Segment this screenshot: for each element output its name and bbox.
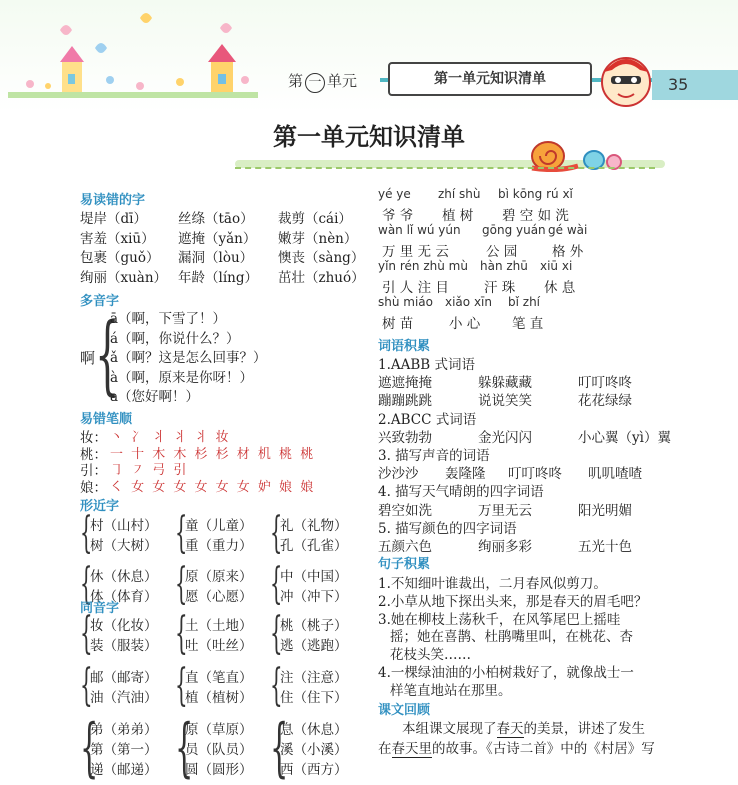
vocab-word: 金光闪闪: [478, 429, 532, 446]
pinyin-text: zhí shù: [438, 187, 481, 201]
vocab-word: 小心翼（yì）翼: [578, 429, 671, 446]
stroke-sequence: ㇛ 女 女 女 女 女 女 妒 娘 娘: [110, 479, 316, 495]
pinyin-text: wàn lǐ wú yún: [378, 223, 461, 237]
vocab-heading: 2.ABCC 式词语: [378, 411, 477, 428]
hanzi-word: 汗 珠: [484, 280, 516, 296]
hanzi-word: 引 人 注 目: [382, 280, 449, 296]
group-entry: 油（汽油）: [90, 690, 158, 706]
group-entry: 弟（弟弟）: [90, 722, 158, 738]
group-entry: 直（笔直）: [185, 670, 253, 686]
group-entry: 员（队员）: [185, 742, 253, 758]
stroke-char: 桃：: [80, 446, 107, 463]
group-brace: {: [175, 608, 188, 659]
vocab-word: 绚丽多彩: [478, 539, 532, 555]
unit-banner: 第一单元知识清单: [388, 62, 592, 96]
group-entry: 童（儿童）: [185, 518, 253, 534]
page-number-box: [652, 70, 738, 100]
misread-char-entry: 茁壮（zhuó）: [278, 269, 365, 286]
group-entry: 中（中国）: [280, 569, 348, 585]
stroke-char: 娘：: [80, 479, 107, 496]
stroke-sequence: 丶 冫 丬 丬 丬 妆: [110, 430, 231, 445]
misread-char-entry: 包裹（guǒ）: [80, 250, 160, 266]
page-title: 第一单元知识清单: [273, 122, 465, 151]
group-entry: 递（邮递）: [90, 762, 158, 778]
vocab-word: 五颜六色: [378, 539, 432, 555]
page-number: 35: [668, 75, 689, 94]
review-line-1: 本组课文展现了春天的美景，讲述了发生: [402, 721, 645, 737]
group-entry: 逃（逃跑）: [280, 638, 348, 654]
page-header: [0, 0, 738, 112]
pinyin-text: gé wài: [548, 223, 588, 237]
vocab-word: 叮叮咚咚: [578, 375, 632, 392]
vocab-word: 躲躲藏藏: [478, 375, 532, 392]
group-brace: {: [175, 508, 188, 558]
vocab-word: 轰隆隆: [445, 466, 486, 483]
vocab-heading: 5. 描写颜色的四字词语: [378, 520, 517, 537]
snail-illustration: [518, 132, 628, 172]
hanzi-word: 休 息: [544, 280, 576, 296]
section-title-vocabulary: 词语积累: [378, 339, 431, 354]
pinyin-text: xiǎo xīn: [445, 295, 492, 309]
section-title-misread-chars: 易读错的字: [80, 193, 146, 208]
group-brace: {: [270, 559, 283, 609]
vocab-word: 万里无云: [478, 502, 532, 519]
group-brace: {: [270, 660, 283, 711]
polyphonic-entry: ā（啊，下雪了！）: [110, 311, 227, 327]
group-brace: {: [80, 559, 93, 609]
pinyin-text: xiū xi: [540, 259, 573, 273]
group-entry: 愿（心愿）: [185, 588, 253, 605]
vocab-word: 遮遮掩掩: [378, 375, 432, 392]
pinyin-text: shù miáo: [378, 295, 433, 309]
group-entry: 植（植树）: [185, 690, 253, 706]
group-brace: {: [175, 660, 188, 711]
vocab-word: 说说笑笑: [478, 393, 532, 410]
hanzi-word: 爷 爷: [382, 208, 414, 224]
stroke-sequence: 一 十 木 木 杉 杉 材 机 桃 桃: [110, 446, 316, 462]
stroke-char: 妆：: [80, 430, 107, 446]
group-entry: 冲（冲下）: [280, 588, 348, 605]
group-brace: {: [80, 608, 93, 659]
group-entry: 西（西方）: [280, 762, 348, 778]
group-entry: 住（住下）: [280, 690, 348, 706]
vocab-word: 阳光明媚: [578, 502, 632, 519]
pinyin-text: yǐn rén zhù mù: [378, 259, 468, 273]
hanzi-word: 树 苗: [382, 316, 414, 332]
sentence-line: 3.她在柳枝上荡秋千，在风筝尾巴上摇哇: [378, 611, 621, 628]
section-title-stroke-order: 易错笔顺: [80, 412, 133, 427]
section-title-similar-chars: 形近字: [80, 499, 120, 514]
hanzi-word: 小 心: [449, 316, 481, 332]
vocab-word: 蹦蹦跳跳: [378, 393, 432, 410]
sentence-line: 花枝头笑……: [390, 647, 471, 664]
stroke-sequence: ㇆ ㇇ 弓 引: [110, 463, 189, 478]
vocab-word: 兴致勃勃: [378, 429, 432, 446]
pinyin-text: gōng yuán: [482, 223, 546, 237]
group-entry: 原（原来）: [185, 569, 253, 585]
group-entry: 邮（邮寄）: [90, 670, 158, 686]
hanzi-word: 植 树: [442, 208, 474, 224]
section-title-sentences: 句子积累: [378, 557, 431, 572]
polyphonic-entry: a（您好啊！）: [110, 389, 200, 405]
hanzi-word: 万 里 无 云: [382, 244, 449, 260]
group-brace: {: [80, 660, 93, 711]
polyphonic-brace: {: [95, 305, 120, 405]
vocab-word: 五光十色: [578, 539, 632, 555]
pinyin-text: bǐ zhí: [508, 295, 541, 309]
sentence-line: 样笔直地站在那里。: [390, 682, 512, 699]
group-entry: 息（休息）: [280, 722, 348, 738]
vocab-word: 沙沙沙: [378, 466, 419, 483]
pinyin-text: bì kōng rú xǐ: [498, 187, 573, 201]
sentence-line: 摇；她在喜鹊、杜鹃嘴里叫，在桃花、杏: [390, 629, 633, 646]
vocab-word: 叽叽喳喳: [588, 466, 642, 483]
group-entry: 孔（孔雀）: [280, 537, 348, 554]
group-entry: 村（山村）: [90, 518, 158, 534]
vocab-heading: 4. 描写天气晴朗的四字词语: [378, 484, 544, 501]
vocab-heading: 1.AABB 式词语: [378, 357, 476, 373]
misread-char-entry: 懊丧（sàng）: [278, 250, 365, 266]
polyphonic-entry: à（啊，原来是你呀！）: [110, 369, 254, 386]
hanzi-word: 公 园: [486, 244, 518, 260]
group-entry: 溪（小溪）: [280, 742, 348, 758]
polyphonic-entry: á（啊，你说什么？）: [110, 330, 240, 347]
section-title-text-review: 课文回顾: [378, 703, 431, 718]
sentence-line: 1.不知细叶谁裁出，二月春风似剪刀。: [378, 576, 607, 592]
group-brace: {: [270, 711, 289, 785]
group-entry: 吐（吐丝）: [185, 638, 253, 654]
section-title-homophones: 同音字: [80, 601, 120, 616]
misread-char-entry: 绚丽（xuàn）: [80, 269, 168, 286]
vocab-word: 花花绿绿: [578, 393, 632, 410]
decorative-garden-illustration: [0, 0, 260, 110]
vocab-heading: 3. 描写声音的词语: [378, 448, 490, 464]
misread-char-entry: 堤岸（dī）: [80, 211, 147, 227]
group-entry: 礼（礼物）: [280, 518, 348, 534]
hanzi-word: 笔 直: [512, 316, 544, 332]
group-entry: 妆（化妆）: [90, 618, 158, 634]
group-entry: 装（服装）: [90, 638, 158, 654]
group-brace: {: [270, 508, 283, 558]
section-title-polyphonic: 多音字: [80, 294, 120, 309]
group-brace: {: [270, 608, 283, 659]
group-entry: 土（土地）: [185, 618, 253, 634]
misread-char-entry: 漏洞（lòu）: [178, 250, 254, 266]
vocab-word: 碧空如洗: [378, 502, 432, 519]
polyphonic-entry: ǎ（啊？这是怎么回事？）: [110, 350, 267, 366]
group-entry: 休（休息）: [90, 569, 158, 585]
group-entry: 体（体育）: [90, 588, 158, 605]
group-entry: 树（大树）: [90, 537, 158, 554]
group-brace: {: [175, 559, 188, 609]
hanzi-word: 格 外: [552, 244, 584, 260]
pinyin-text: hàn zhū: [480, 259, 528, 273]
group-entry: 重（重力）: [185, 537, 253, 554]
misread-char-entry: 嫩芽（nèn）: [278, 230, 358, 247]
group-entry: 第（第一）: [90, 742, 158, 758]
stroke-char: 引：: [80, 463, 107, 479]
unit-number-circle: 一: [305, 73, 325, 93]
group-brace: {: [80, 508, 93, 558]
group-entry: 注（注意）: [280, 670, 348, 686]
sentence-line: 2.小草从地下探出头来，那是春天的眉毛吧？: [378, 593, 648, 610]
group-entry: 原（草原）: [185, 722, 253, 738]
hanzi-word: 碧 空 如 洗: [502, 208, 569, 224]
misread-char-entry: 裁剪（cái）: [278, 211, 352, 227]
review-line-2: 在春天里的故事。《古诗二首》中的《村居》写: [378, 741, 655, 757]
misread-char-entry: 丝绦（tāo）: [178, 211, 254, 227]
sentence-line: 4.一棵绿油油的小柏树栽好了，就像战士一: [378, 665, 634, 681]
cartoon-boy-icon: [596, 50, 656, 110]
group-entry: 圆（圆形）: [185, 762, 253, 778]
misread-char-entry: 年龄（líng）: [178, 269, 258, 286]
group-brace: {: [80, 711, 99, 785]
vocab-word: 叮叮咚咚: [508, 466, 562, 483]
polyphonic-char: 啊: [80, 349, 96, 367]
title-dashed-line: [235, 167, 655, 169]
misread-char-entry: 遮掩（yǎn）: [178, 230, 257, 247]
group-brace: {: [175, 711, 194, 785]
unit-label: 第 一 单元: [288, 70, 357, 93]
misread-char-entry: 害羞（xiū）: [80, 230, 155, 247]
pinyin-text: yé ye: [378, 187, 411, 201]
group-entry: 桃（桃子）: [280, 618, 348, 634]
